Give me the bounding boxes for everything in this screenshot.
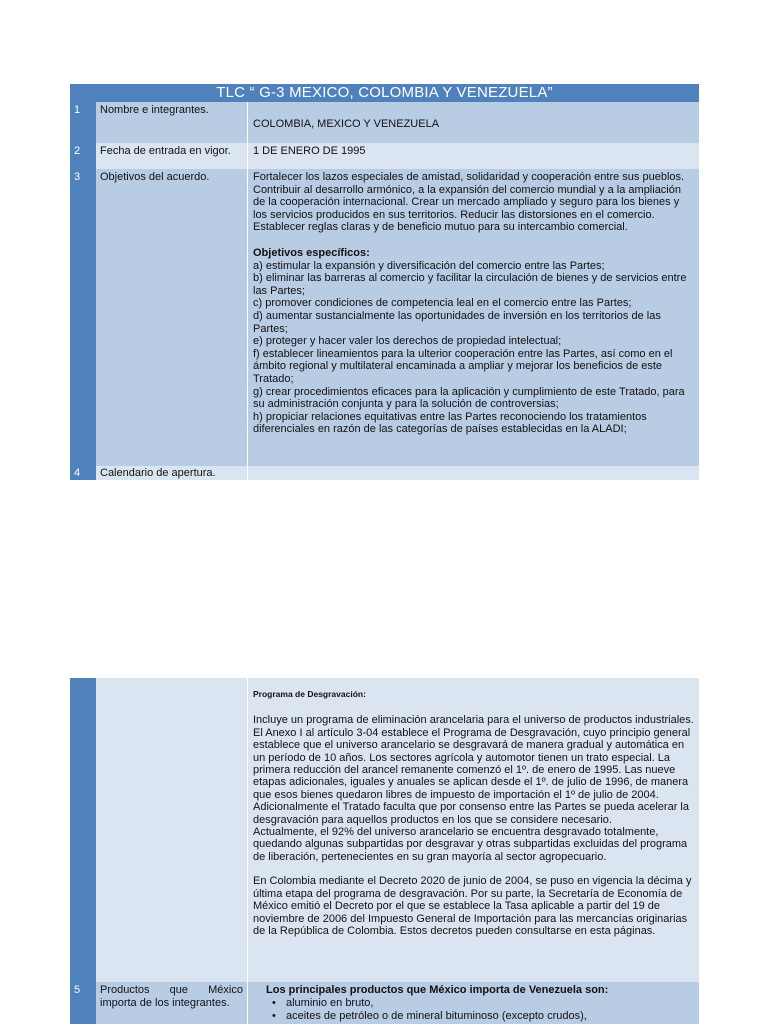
- program-heading: Programa de Desgravación:: [253, 689, 366, 699]
- table-title: TLC “ G-3 MEXICO, COLOMBIA Y VENEZUELA”: [70, 84, 699, 102]
- row-label: Fecha de entrada en vigor.: [96, 143, 247, 169]
- program-paragraph: Actualmente, el 92% del universo arancelario se encuentra desgravado totalmente, quedando algunas subpartidas por desgravar y otras subpartidas excluidas del programa de liberación, pertenecientes en su gran mayoría al sector agropecuario.: [253, 826, 688, 863]
- imports-heading: Los principales productos que México importa de Venezuela son:: [266, 984, 609, 996]
- objective-item: c) promover condiciones de competencia leal en el comercio entre las Partes;: [253, 297, 632, 310]
- program-paragraph: Incluye un programa de eliminación arancelaria para el universo de productos industriales. El Anexo I al artículo 3-04 establece el Programa de Desgravación, cuyo principio general establece que el universo arancelario se desgravará de manera gradual y automática en un período de 10 años. Los sectores agrícola y automotor tienen un trato especial. La primera reducción del arancel remanente comenzó el 1º. de enero de 1995. Las nueve etapas adicionales, iguales y anuales se aplican desde el 1º. de julio de 1996, de manera que esos bienes quedaron libres de impuesto de importación el 1º de julio de 2004. Adicionalmente el Tratado faculta que por consenso entre las Partes se pueda acelerar la desgravación para aquellos productos en los que se considere necesario.: [253, 714, 694, 826]
- objective-item: a) estimular la expansión y diversificación del comercio entre las Partes;: [253, 259, 605, 272]
- row-number: 2: [70, 143, 96, 169]
- objective-item: g) crear procedimientos eficaces para la aplicación y cumplimiento de este Tratado, para su administración conjunta y para la solución de controversias;: [253, 385, 685, 411]
- objective-item: d) aumentar sustancialmente las oportunidades de inversión en los territorios de las Partes;: [253, 309, 661, 335]
- table-row: [70, 169, 699, 466]
- list-item: • aluminio en bruto,: [280, 997, 694, 1010]
- row-content: [247, 466, 699, 480]
- table-row: [70, 466, 699, 480]
- row-content: COLOMBIA, MEXICO Y VENEZUELA: [247, 102, 699, 143]
- row-content: [247, 678, 699, 982]
- objectives-specific-heading: Objetivos específicos:: [253, 246, 370, 259]
- row-content: 1 DE ENERO DE 1995: [247, 143, 699, 169]
- row-label: [96, 678, 247, 982]
- list-item: • aceites de petróleo o de mineral bituminoso (excepto crudos),: [280, 1010, 694, 1023]
- objective-item: e) proteger y hacer valer los derechos de propiedad intelectual;: [253, 335, 562, 348]
- table-row: [70, 143, 699, 169]
- row-label: Nombre e integrantes.: [96, 102, 247, 143]
- row-number: 4: [70, 466, 96, 480]
- row-number: 1: [70, 102, 96, 143]
- table-row: [70, 678, 699, 982]
- row-number: 3: [70, 169, 96, 466]
- table-row: [70, 982, 699, 1024]
- row-label: Calendario de apertura.: [96, 466, 247, 480]
- program-paragraph: En Colombia mediante el Decreto 2020 de junio de 2004, se puso en vigencia la décima y última etapa del programa de desgravación. Por su parte, la Secretaría de Economía de México emitió el Decreto por el que se establece la Tasa aplicable a partir del 19 de noviembre de 2006 del Impuesto General de Importación para las mercancías originarias de la República de Colombia. Estos decretos pueden consultarse en esta páginas.: [253, 875, 692, 937]
- row-label: Objetivos del acuerdo.: [96, 169, 247, 466]
- row-content: [247, 169, 699, 466]
- agreement-table: [70, 84, 699, 480]
- objective-item: h) propiciar relaciones equitativas entre las Partes reconociendo los tratamientos diferenciales en razón de las categorías de países establecidas en la ALADI;: [253, 410, 647, 436]
- row-number: [70, 678, 96, 982]
- agreement-table-continued: [70, 678, 699, 1024]
- objective-item: f) establecer lineamientos para la ulterior cooperación entre las Partes, así como en el ámbito regional y multilateral encaminada a ampliar y mejorar los beneficios de este Tratado;: [253, 347, 673, 385]
- row-label: Productos que México importa de los integrantes.: [96, 982, 247, 1024]
- objectives-general: Fortalecer los lazos especiales de amistad, solidaridad y cooperación entre sus pueblos. Contribuir al desarrollo armónico, a la expansión del comercio mundial y a la ampliación de la cooperación internacional. Crear un mercado ampliado y seguro para los bienes y los servicios producidos en sus territorios. Reducir las distorsiones en el comercio. Establecer reglas claras y de beneficio mutuo para su intercambio comercial.: [253, 171, 685, 234]
- imports-list: [266, 997, 694, 1023]
- table-row: [70, 102, 699, 143]
- row-number: 5: [70, 982, 96, 1024]
- objective-item: b) eliminar las barreras al comercio y facilitar la circulación de bienes y de servicios entre las Partes;: [253, 272, 687, 297]
- row-content: [247, 982, 699, 1024]
